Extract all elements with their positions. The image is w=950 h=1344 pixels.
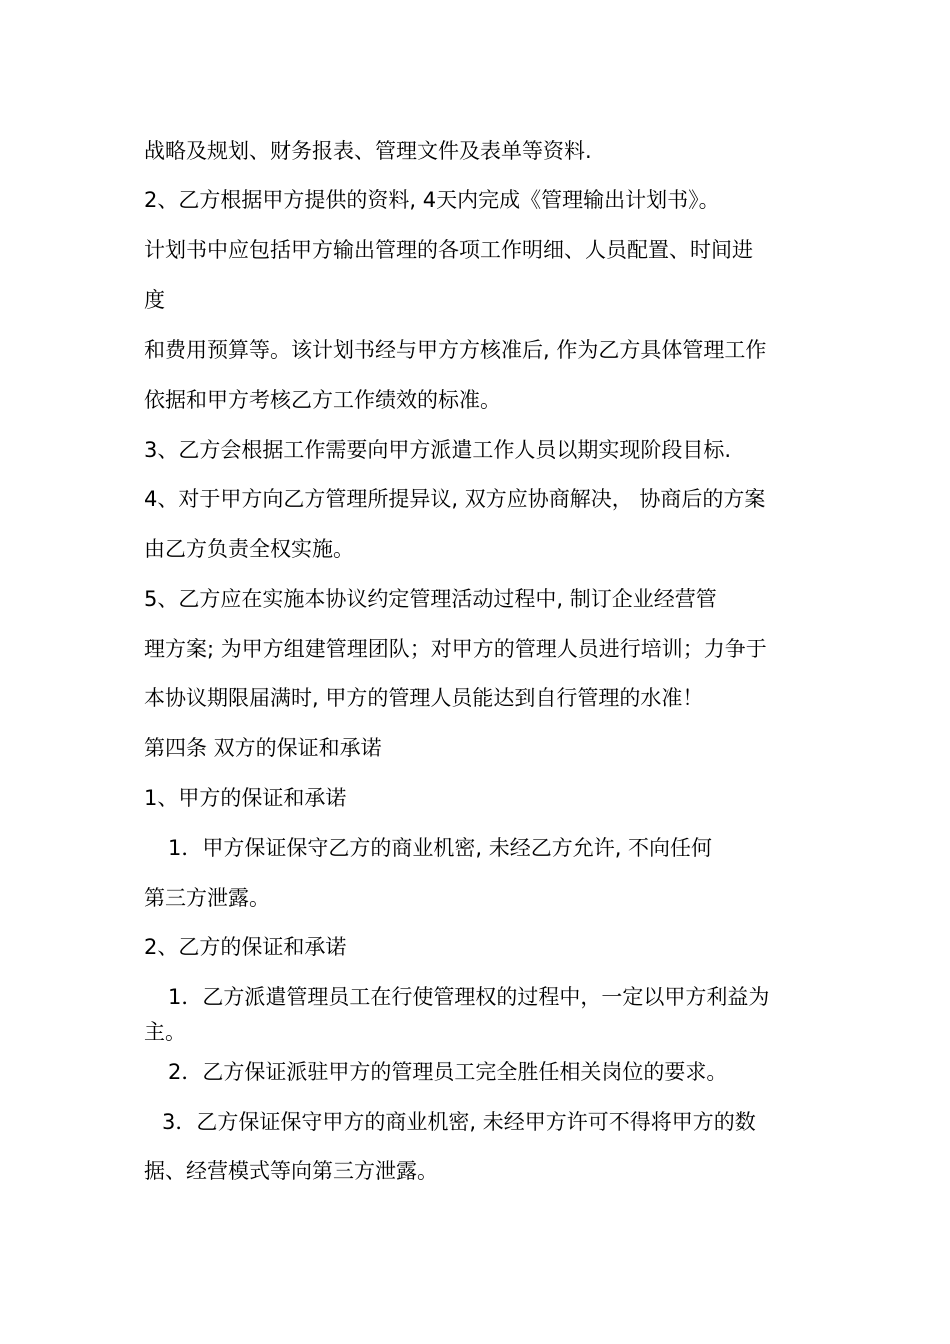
text-line: 计划书中应包括甲方输出管理的各项工作明细、人员配置、时间进 <box>144 238 753 262</box>
text-line: 3．乙方保证保守甲方的商业机密, 未经甲方许可不得将甲方的数 <box>162 1110 756 1134</box>
text-line: 2．乙方保证派驻甲方的管理员工完全胜任相关岗位的要求。 <box>168 1060 728 1084</box>
text-line: 2、乙方根据甲方提供的资料, 4天内完成《管理输出计划书》。 <box>144 188 720 212</box>
text-line: 第三方泄露。 <box>144 886 270 910</box>
text-line: 依据和甲方考核乙方工作绩效的标准。 <box>144 388 501 412</box>
text-line: 3、乙方会根据工作需要向甲方派遣工作人员以期实现阶段目标. <box>144 438 732 462</box>
text-segment: 1．乙方派遣管理员工在行使管理权的过程中， <box>168 985 602 1009</box>
text-line: 和费用预算等。该计划书经与甲方方核准后, 作为乙方具体管理工作 <box>144 338 767 362</box>
subsection-heading: 1、甲方的保证和承诺 <box>144 786 347 810</box>
text-segment: 一定以甲方利益为 <box>601 985 770 1009</box>
text-line: 据、经营模式等向第三方泄露。 <box>144 1159 438 1183</box>
text-line: 1．甲方保证保守乙方的商业机密, 未经乙方允许, 不向任何 <box>168 836 713 860</box>
text-line: 5、乙方应在实施本协议约定管理活动过程中, 制订企业经营管 <box>144 587 717 611</box>
text-line: 度 <box>144 288 165 312</box>
section-heading: 第四条 双方的保证和承诺 <box>144 736 382 760</box>
text-line: 本协议期限届满时, 甲方的管理人员能达到自行管理的水准！ <box>144 686 704 710</box>
text-line: 理方案; 为甲方组建管理团队；对甲方的管理人员进行培训；力争于 <box>144 637 767 661</box>
text-line: 主。 <box>144 1020 186 1044</box>
text-line: 由乙方负责全权实施。 <box>144 537 354 561</box>
subsection-heading: 2、乙方的保证和承诺 <box>144 935 347 959</box>
text-line <box>168 983 769 1011</box>
text-line: 4、对于甲方向乙方管理所提异议, 双方应协商解决， 协商后的方案 <box>144 487 766 511</box>
text-line: 战略及规划、财务报表、管理文件及表单等资料. <box>144 139 592 163</box>
